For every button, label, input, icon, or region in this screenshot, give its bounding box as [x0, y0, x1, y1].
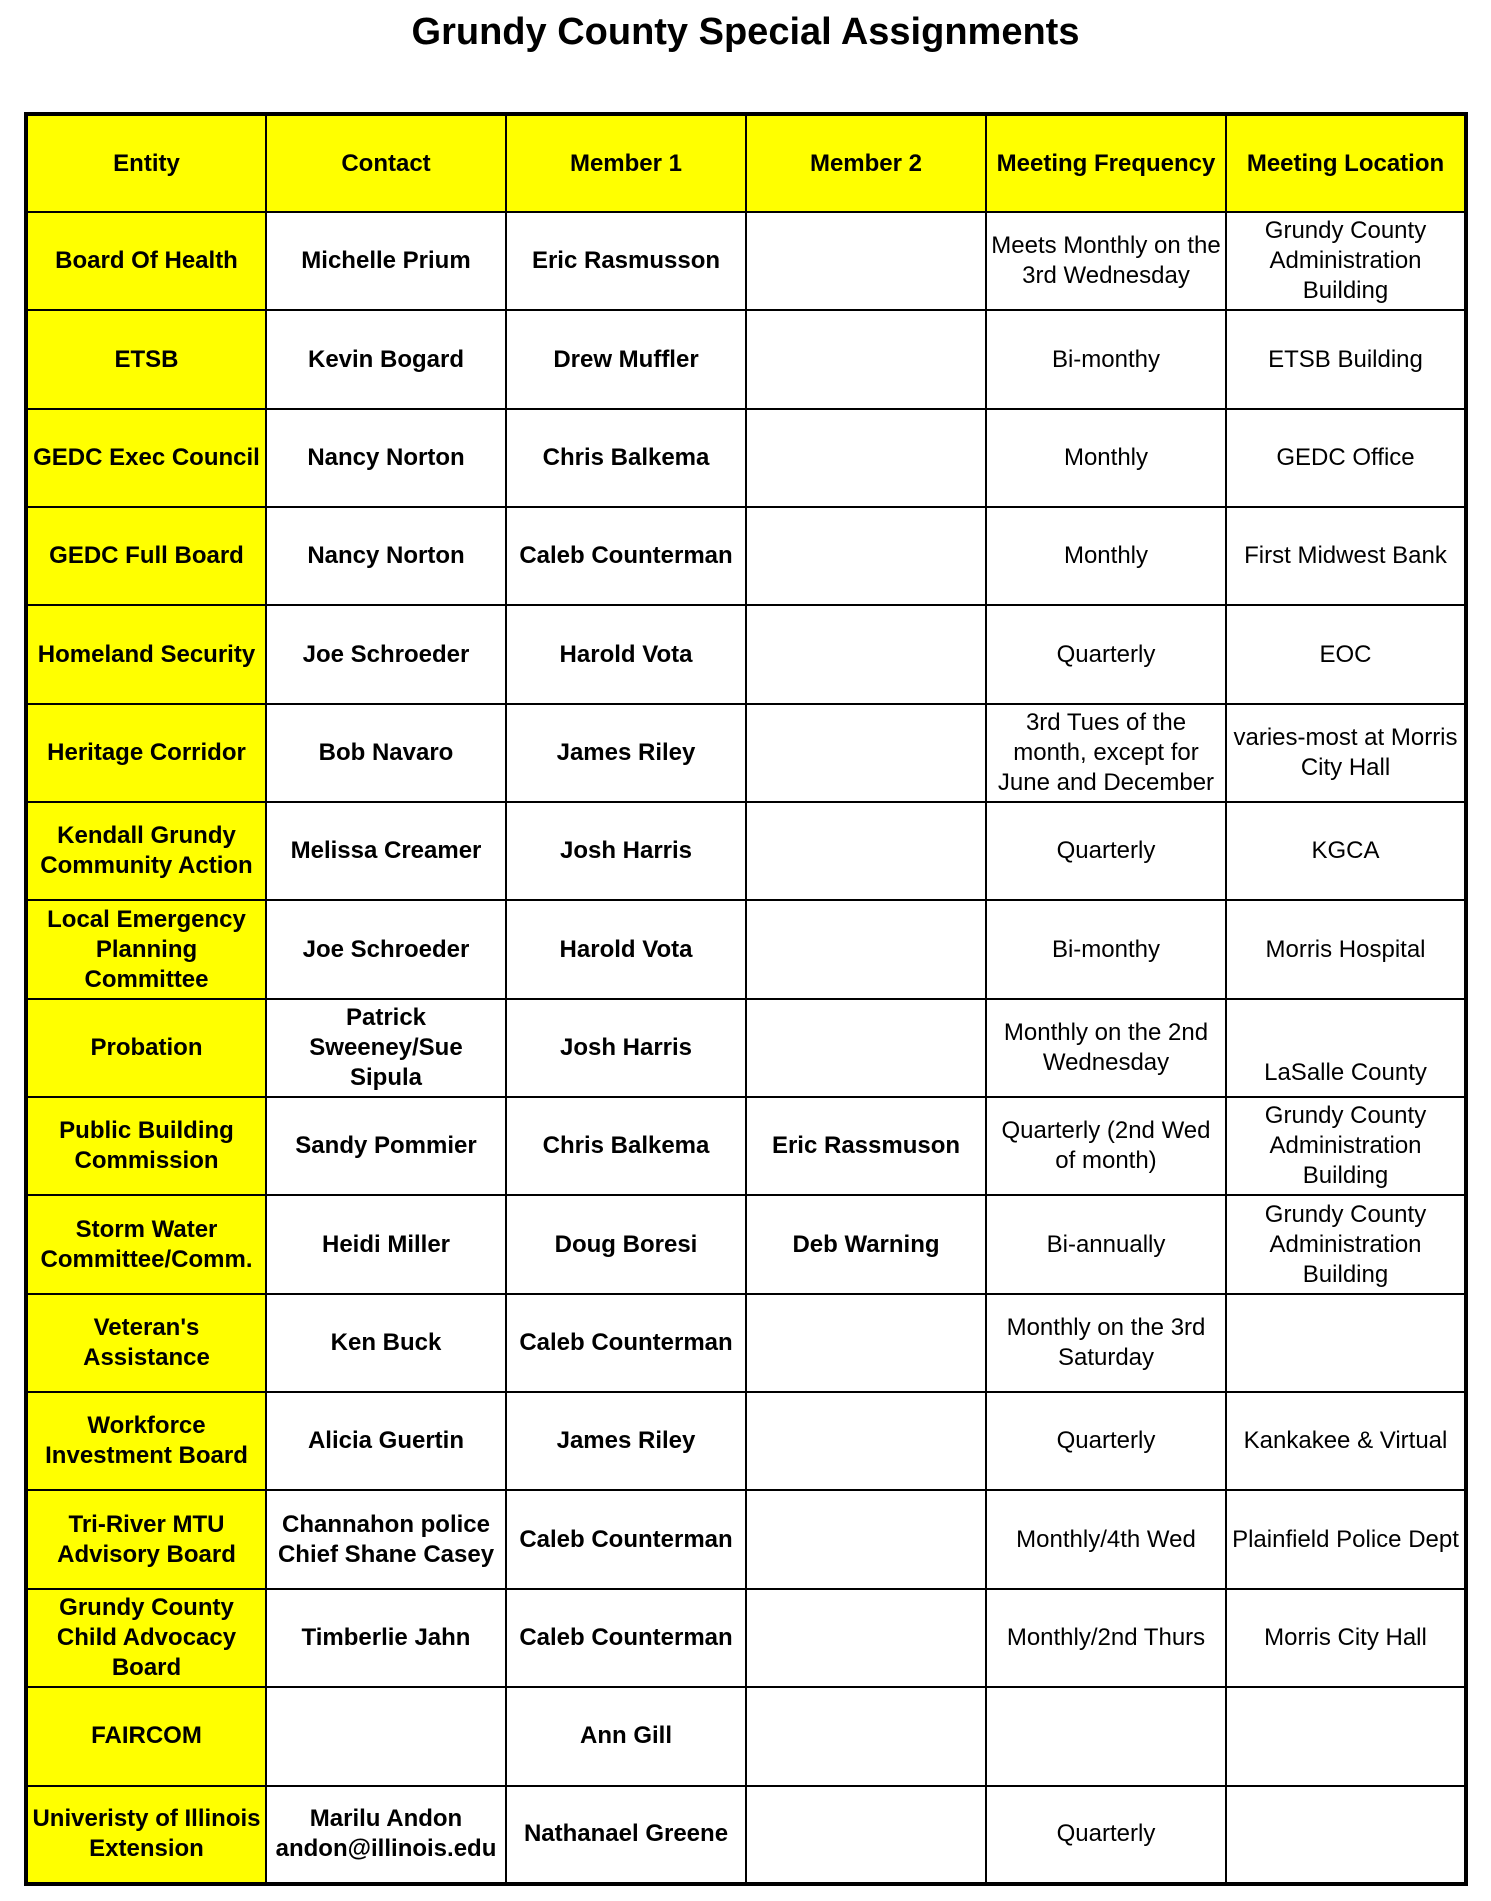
location-cell: Grundy County Administration Building [1226, 1097, 1466, 1195]
member-2-cell [746, 1392, 986, 1490]
member-1-cell: Drew Muffler [506, 310, 746, 408]
location-cell: GEDC Office [1226, 409, 1466, 507]
frequency-cell: Quarterly [986, 605, 1226, 703]
entity-cell: FAIRCOM [26, 1687, 266, 1785]
location-cell: KGCA [1226, 802, 1466, 900]
member-2-cell [746, 1589, 986, 1687]
member-1-cell: Caleb Counterman [506, 1490, 746, 1588]
contact-cell: Nancy Norton [266, 409, 506, 507]
frequency-cell: Bi-monthy [986, 310, 1226, 408]
contact-cell: Joe Schroeder [266, 605, 506, 703]
member-2-cell: Deb Warning [746, 1195, 986, 1293]
member-1-cell: Caleb Counterman [506, 507, 746, 605]
location-cell: Grundy County Administration Building [1226, 1195, 1466, 1293]
assignments-table [24, 112, 1468, 1886]
location-cell [1226, 1294, 1466, 1392]
table-row [26, 1097, 1466, 1195]
table-row [26, 1195, 1466, 1293]
table-row [26, 1786, 1466, 1885]
location-cell: Morris City Hall [1226, 1589, 1466, 1687]
frequency-cell: Monthly [986, 507, 1226, 605]
contact-cell: Ken Buck [266, 1294, 506, 1392]
member-2-cell [746, 507, 986, 605]
table-row [26, 605, 1466, 703]
frequency-cell: Quarterly [986, 802, 1226, 900]
header-row [26, 114, 1466, 212]
location-cell: First Midwest Bank [1226, 507, 1466, 605]
column-header-contact: Contact [266, 114, 506, 212]
table-row [26, 1589, 1466, 1687]
entity-cell: Univeristy of Illinois Extension [26, 1786, 266, 1885]
table-row [26, 900, 1466, 998]
member-1-cell: Nathanael Greene [506, 1786, 746, 1885]
frequency-cell: 3rd Tues of the month, except for June and December [986, 704, 1226, 802]
member-2-cell [746, 900, 986, 998]
contact-cell: Patrick Sweeney/Sue Sipula [266, 999, 506, 1097]
entity-cell: Tri-River MTU Advisory Board [26, 1490, 266, 1588]
frequency-cell: Monthly [986, 409, 1226, 507]
member-1-cell: Doug Boresi [506, 1195, 746, 1293]
contact-cell [266, 1687, 506, 1785]
frequency-cell: Bi-annually [986, 1195, 1226, 1293]
frequency-cell: Quarterly [986, 1392, 1226, 1490]
location-cell: varies-most at Morris City Hall [1226, 704, 1466, 802]
column-header-meeting-frequency: Meeting Frequency [986, 114, 1226, 212]
contact-cell: Sandy Pommier [266, 1097, 506, 1195]
contact-cell: Bob Navaro [266, 704, 506, 802]
entity-cell: Workforce Investment Board [26, 1392, 266, 1490]
member-1-cell: Eric Rasmusson [506, 212, 746, 310]
entity-cell: Heritage Corridor [26, 704, 266, 802]
member-2-cell [746, 999, 986, 1097]
contact-cell: Nancy Norton [266, 507, 506, 605]
entity-cell: Grundy County Child Advocacy Board [26, 1589, 266, 1687]
entity-cell: Board Of Health [26, 212, 266, 310]
entity-cell: Local Emergency Planning Committee [26, 900, 266, 998]
page-title: Grundy County Special Assignments [411, 11, 1080, 53]
entity-cell: Storm Water Committee/Comm. [26, 1195, 266, 1293]
column-header-entity: Entity [26, 114, 266, 212]
member-2-cell [746, 605, 986, 703]
frequency-cell: Bi-monthy [986, 900, 1226, 998]
member-1-cell: Chris Balkema [506, 409, 746, 507]
member-2-cell [746, 409, 986, 507]
frequency-cell: Meets Monthly on the 3rd Wednesday [986, 212, 1226, 310]
frequency-cell [986, 1687, 1226, 1785]
member-1-cell: Caleb Counterman [506, 1294, 746, 1392]
table-row [26, 704, 1466, 802]
location-cell: EOC [1226, 605, 1466, 703]
location-cell: LaSalle County [1226, 999, 1466, 1097]
frequency-cell: Monthly on the 2nd Wednesday [986, 999, 1226, 1097]
frequency-cell: Quarterly (2nd Wed of month) [986, 1097, 1226, 1195]
member-1-cell: Caleb Counterman [506, 1589, 746, 1687]
member-1-cell: James Riley [506, 1392, 746, 1490]
table-row [26, 999, 1466, 1097]
location-cell [1226, 1687, 1466, 1785]
contact-cell: Michelle Prium [266, 212, 506, 310]
member-2-cell [746, 704, 986, 802]
frequency-cell: Quarterly [986, 1786, 1226, 1885]
table-row [26, 1687, 1466, 1785]
location-cell: Grundy County Administration Building [1226, 212, 1466, 310]
table-row [26, 212, 1466, 310]
entity-cell: Kendall Grundy Community Action [26, 802, 266, 900]
column-header-member-1: Member 1 [506, 114, 746, 212]
column-header-member-2: Member 2 [746, 114, 986, 212]
location-cell: Plainfield Police Dept [1226, 1490, 1466, 1588]
member-1-cell: Josh Harris [506, 802, 746, 900]
contact-cell: Alicia Guertin [266, 1392, 506, 1490]
contact-cell: Heidi Miller [266, 1195, 506, 1293]
member-1-cell: Harold Vota [506, 605, 746, 703]
entity-cell: Probation [26, 999, 266, 1097]
contact-cell: Joe Schroeder [266, 900, 506, 998]
entity-cell: GEDC Exec Council [26, 409, 266, 507]
member-2-cell [746, 310, 986, 408]
table-row [26, 1392, 1466, 1490]
column-header-meeting-location: Meeting Location [1226, 114, 1466, 212]
member-2-cell [746, 212, 986, 310]
member-2-cell [746, 1687, 986, 1785]
contact-cell: Melissa Creamer [266, 802, 506, 900]
table-row [26, 409, 1466, 507]
location-cell: Morris Hospital [1226, 900, 1466, 998]
frequency-cell: Monthly on the 3rd Saturday [986, 1294, 1226, 1392]
contact-cell: Channahon police Chief Shane Casey [266, 1490, 506, 1588]
member-1-cell: Ann Gill [506, 1687, 746, 1785]
location-cell: ETSB Building [1226, 310, 1466, 408]
table-row [26, 310, 1466, 408]
member-2-cell [746, 802, 986, 900]
member-1-cell: Harold Vota [506, 900, 746, 998]
frequency-cell: Monthly/2nd Thurs [986, 1589, 1226, 1687]
location-cell: Kankakee & Virtual [1226, 1392, 1466, 1490]
frequency-cell: Monthly/4th Wed [986, 1490, 1226, 1588]
contact-cell: Marilu Andon andon@illinois.edu [266, 1786, 506, 1885]
contact-cell: Timberlie Jahn [266, 1589, 506, 1687]
table-row [26, 1490, 1466, 1588]
entity-cell: ETSB [26, 310, 266, 408]
member-1-cell: Chris Balkema [506, 1097, 746, 1195]
member-1-cell: Josh Harris [506, 999, 746, 1097]
table-row [26, 507, 1466, 605]
table-row [26, 802, 1466, 900]
member-2-cell [746, 1490, 986, 1588]
contact-cell: Kevin Bogard [266, 310, 506, 408]
entity-cell: GEDC Full Board [26, 507, 266, 605]
member-2-cell [746, 1786, 986, 1885]
entity-cell: Homeland Security [26, 605, 266, 703]
member-1-cell: James Riley [506, 704, 746, 802]
location-cell [1226, 1786, 1466, 1885]
entity-cell: Public Building Commission [26, 1097, 266, 1195]
entity-cell: Veteran's Assistance [26, 1294, 266, 1392]
member-2-cell: Eric Rassmuson [746, 1097, 986, 1195]
table-row [26, 1294, 1466, 1392]
member-2-cell [746, 1294, 986, 1392]
